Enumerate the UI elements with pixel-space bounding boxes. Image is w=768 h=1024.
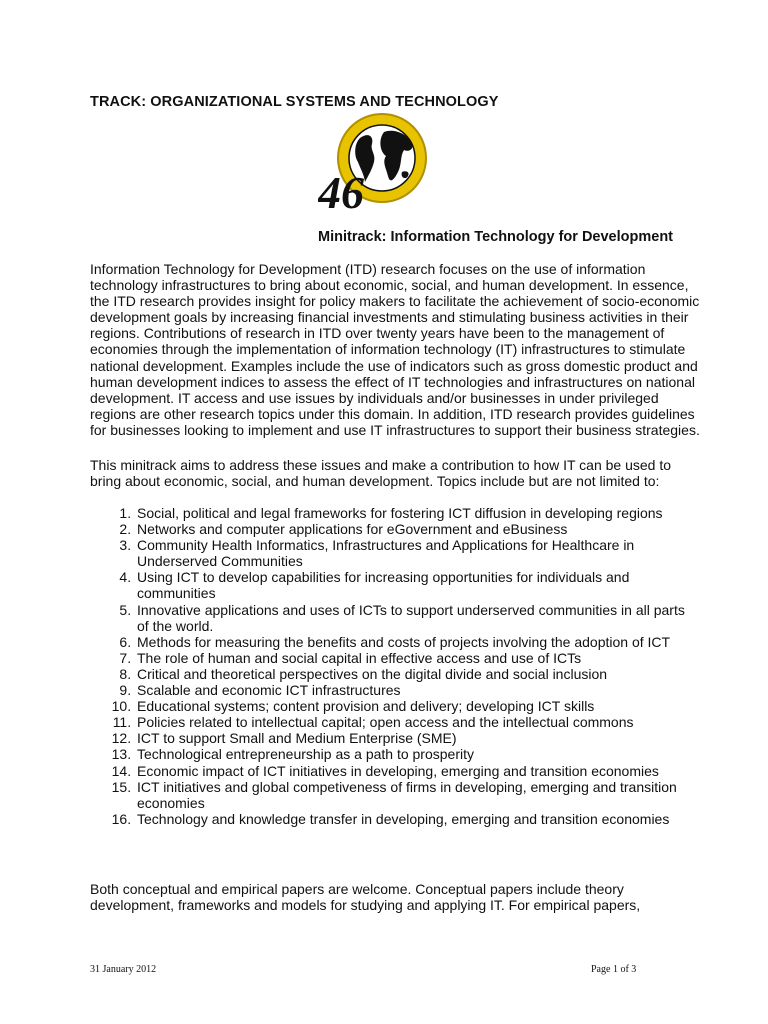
logo-number: 46 (318, 167, 364, 216)
list-item: 14. Economic impact of ICT initiatives in developing, emerging and transition economies (135, 763, 695, 779)
list-item: 6. Methods for measuring the benefits and costs of projects involving the adoption of ICT (135, 634, 695, 650)
footer-date: 31 January 2012 (90, 964, 157, 975)
list-item: 13. Technological entrepreneurship as a path to prosperity (135, 746, 695, 762)
footer-page-number: Page 1 of 3 (591, 964, 637, 975)
list-item: 1. Social, political and legal frameworks for fostering ICT diffusion in developing regions (135, 505, 695, 521)
list-item: 15. ICT initiatives and global competiveness of firms in developing, emerging and transition economies (135, 779, 695, 811)
track-heading: TRACK: ORGANIZATIONAL SYSTEMS AND TECHNOLOGY (90, 94, 499, 110)
papers-paragraph: Both conceptual and empirical papers are welcome. Conceptual papers include theory development, frameworks and models for studying and applying IT. For empirical papers, (90, 881, 641, 914)
list-item: 10. Educational systems; content provision and delivery; developing ICT skills (135, 698, 695, 714)
list-item: 9. Scalable and economic ICT infrastructures (135, 682, 695, 698)
list-item: 11. Policies related to intellectual capital; open access and the intellectual commons (135, 714, 695, 730)
topics-list (107, 505, 695, 827)
minitrack-heading: Minitrack: Information Technology for Development (318, 229, 674, 245)
list-item: 12. ICT to support Small and Medium Enterprise (SME) (135, 730, 695, 746)
intro-paragraph: Information Technology for Development (ITD) research focuses on the use of information technology infrastructures to bring about economic, social, and human development. In essence, the ITD research provides insight for policy makers to facilitate the achievement of socio-economic development goals by increasing financial investments and stimulating business activities in their regions. Contributions of research in ITD over twenty years have been to the management of economies through the implementation of information technology (IT) infrastructures to stimulate national development. Examples include the use of indicators such as gross domestic product and human development indices to assess the effect of IT technologies and infrastructures on national development. IT access and use issues by individuals and/or businesses in under privileged regions are other research topics under this domain. In addition, ITD research provides guidelines for businesses looking to implement and use IT infrastructures to support their business strategies. (90, 261, 700, 438)
list-item: 2. Networks and computer applications for eGovernment and eBusiness (135, 521, 695, 537)
list-item: 4. Using ICT to develop capabilities for increasing opportunities for individuals and communities (135, 569, 695, 601)
aims-paragraph: This minitrack aims to address these issues and make a contribution to how IT can be used to bring about economic, social, and human development. Topics include but are not limited to: (90, 457, 672, 490)
globe-emblem-icon (318, 110, 430, 216)
list-item: 7. The role of human and social capital in effective access and use of ICTs (135, 650, 695, 666)
list-item: 8. Critical and theoretical perspectives on the digital divide and social inclusion (135, 666, 695, 682)
list-item: 5. Innovative applications and uses of ICTs to support underserved communities in all parts of the world. (135, 602, 695, 634)
list-item: 16. Technology and knowledge transfer in developing, emerging and transition economies (135, 811, 695, 827)
list-item: 3. Community Health Informatics, Infrastructures and Applications for Healthcare in Underserved Communities (135, 537, 695, 569)
